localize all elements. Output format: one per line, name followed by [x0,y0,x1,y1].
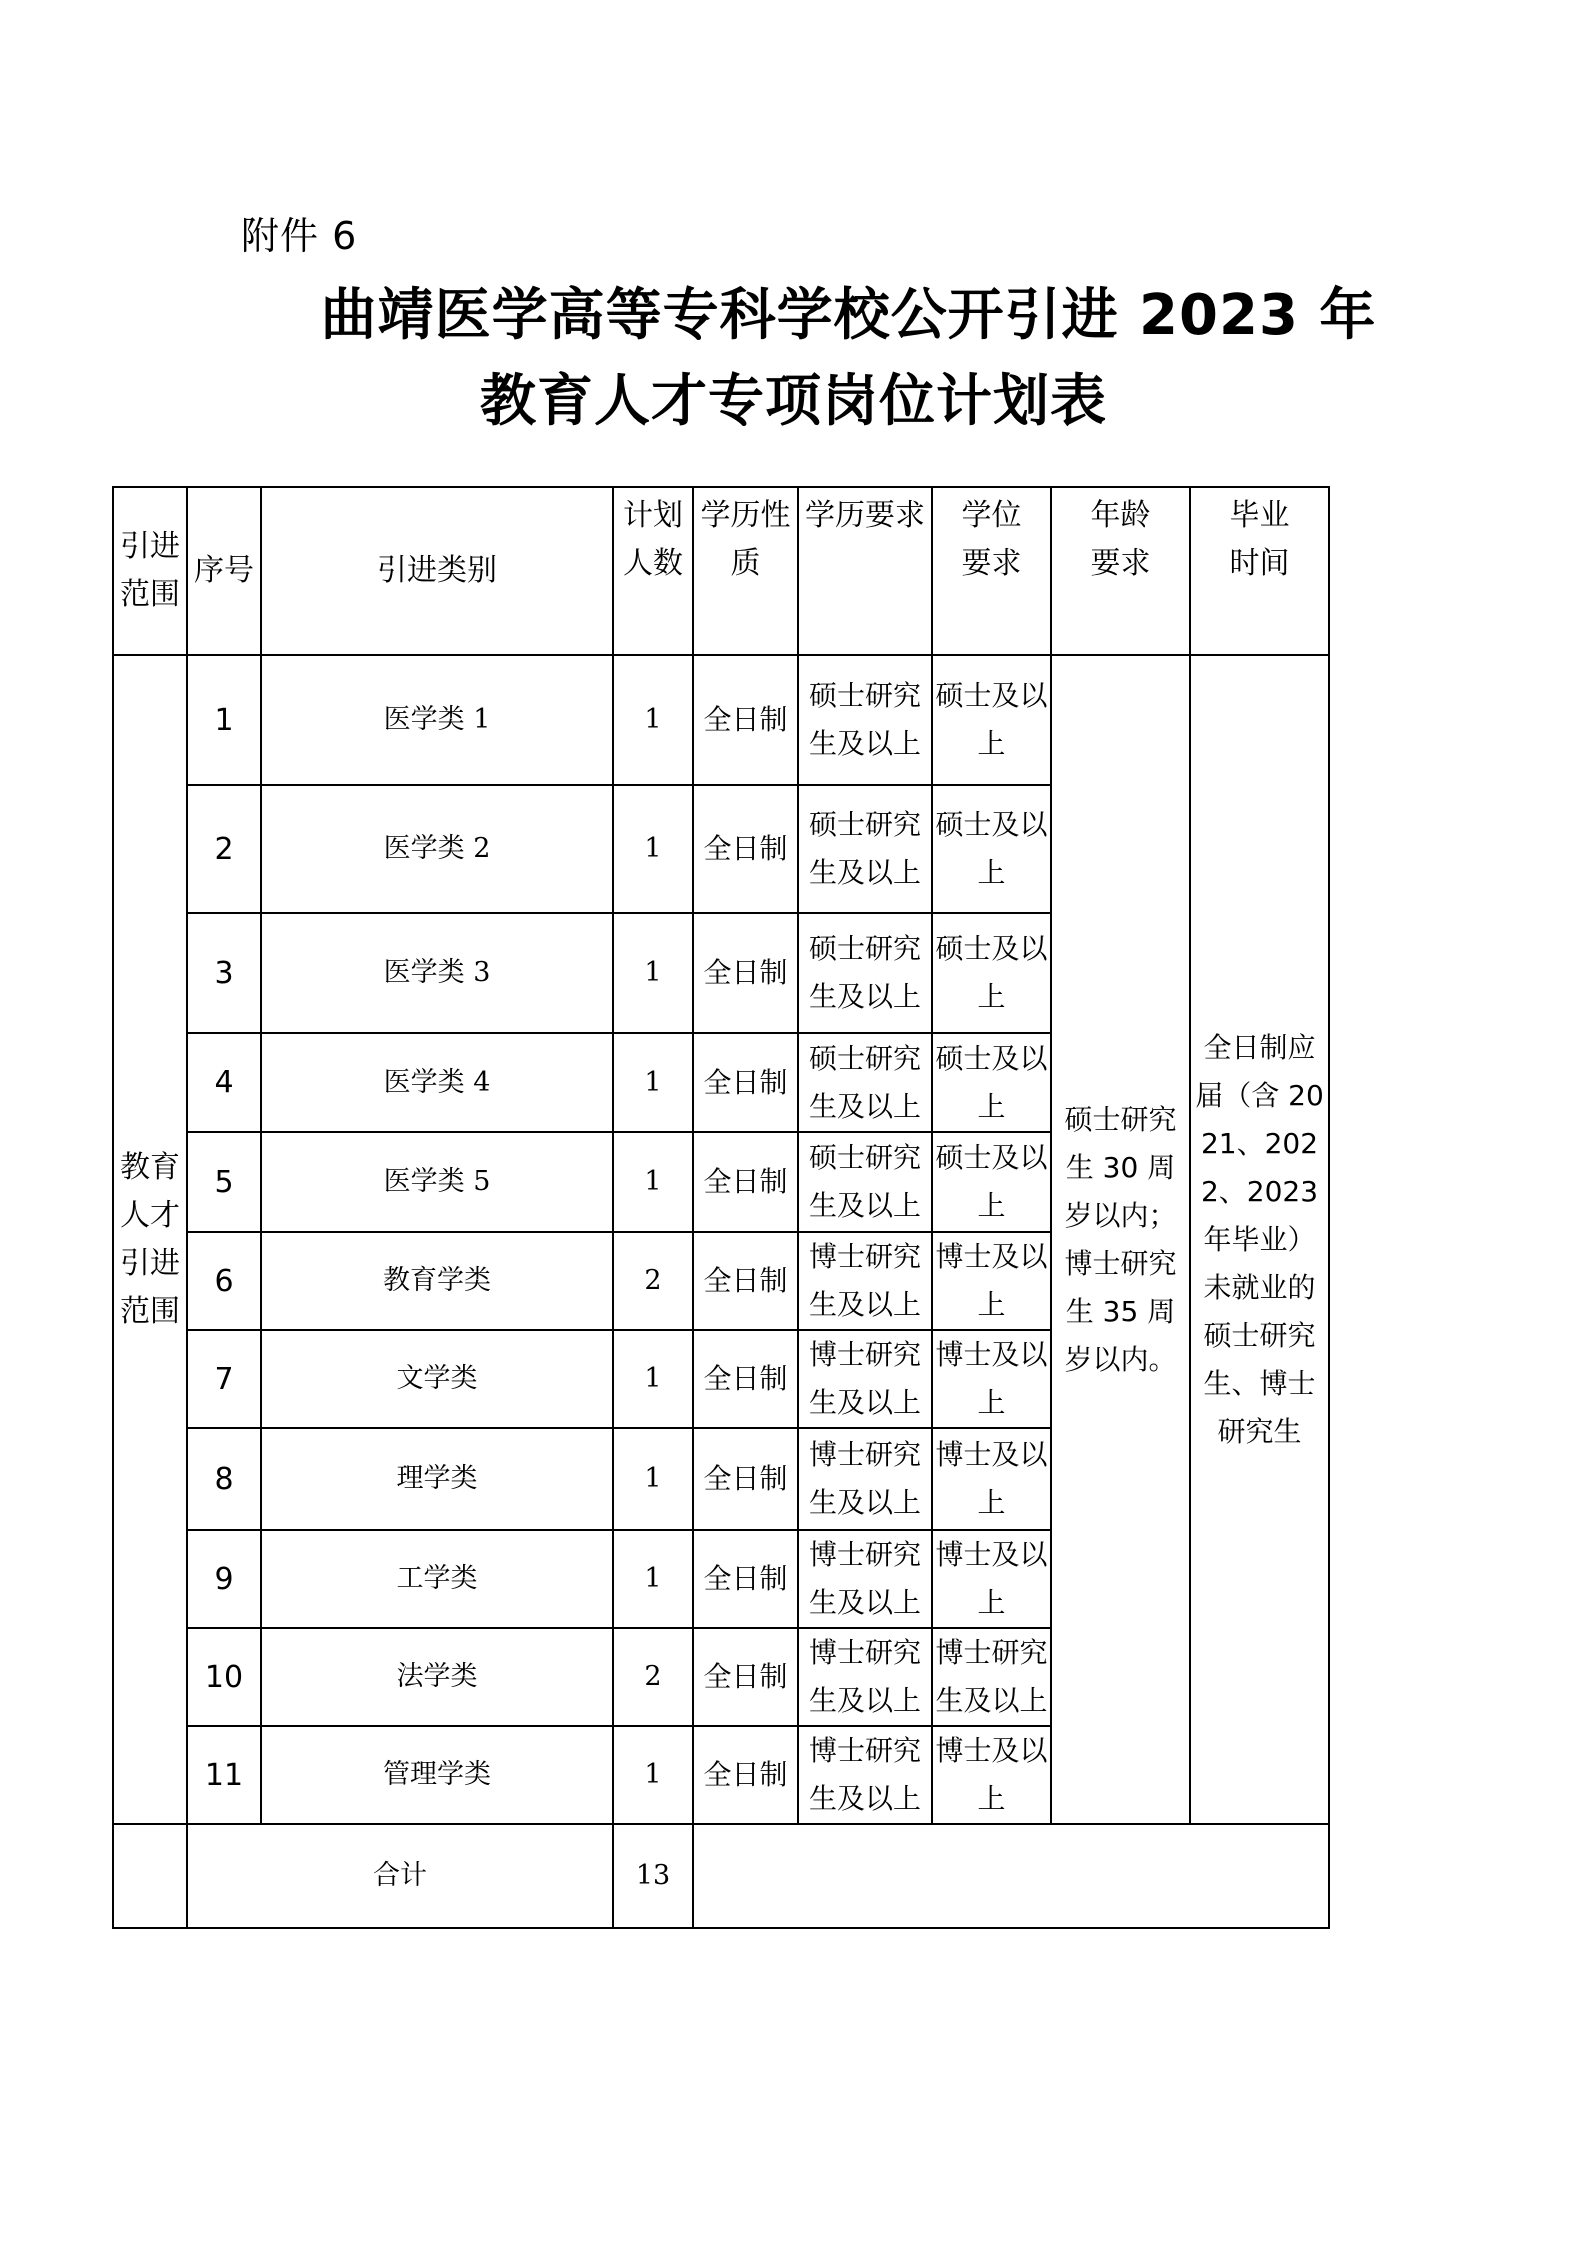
edu-req-cell: 博士研究生及以上 [798,1530,932,1628]
category-cell: 教育学类 [261,1232,613,1330]
edu-req-cell: 硕士研究生及以上 [798,785,932,913]
category-cell: 医学类 1 [261,655,613,785]
degree-req-cell: 硕士及以上 [932,785,1051,913]
edu-req-cell: 硕士研究生及以上 [798,1033,932,1132]
edu-type-cell: 全日制 [693,1628,798,1726]
edu-req-cell: 博士研究生及以上 [798,1330,932,1428]
seq-cell: 5 [187,1132,261,1232]
edu-req-cell: 博士研究生及以上 [798,1232,932,1330]
count-cell: 2 [613,1232,693,1330]
seq-cell: 3 [187,913,261,1033]
edu-type-cell: 全日制 [693,655,798,785]
total-empty-cell [693,1824,1329,1928]
count-cell: 1 [613,1033,693,1132]
category-cell: 文学类 [261,1330,613,1428]
total-row [113,1824,1329,1928]
count-cell: 1 [613,1726,693,1824]
count-cell: 1 [613,1428,693,1530]
category-cell: 管理学类 [261,1726,613,1824]
category-cell: 医学类 4 [261,1033,613,1132]
edu-req-cell: 硕士研究生及以上 [798,1132,932,1232]
total-blank-cell [113,1824,187,1928]
header-grad-time: 毕业时间 [1190,487,1329,655]
header-category: 引进类别 [261,487,613,655]
edu-req-cell: 博士研究生及以上 [798,1428,932,1530]
document-title-line1: 曲靖医学高等专科学校公开引进 2023 年 [320,283,1377,348]
seq-cell: 8 [187,1428,261,1530]
degree-req-cell: 博士及以上 [932,1530,1051,1628]
count-cell: 1 [613,1330,693,1428]
seq-cell: 9 [187,1530,261,1628]
seq-cell: 1 [187,655,261,785]
edu-req-cell: 硕士研究生及以上 [798,913,932,1033]
degree-req-cell: 博士及以上 [932,1726,1051,1824]
header-edu-req: 学历要求 [798,487,932,655]
count-cell: 1 [613,1530,693,1628]
category-cell: 法学类 [261,1628,613,1726]
category-cell: 工学类 [261,1530,613,1628]
edu-type-cell: 全日制 [693,1232,798,1330]
count-cell: 1 [613,1132,693,1232]
document-title-line2: 教育人才专项岗位计划表 [480,369,1107,434]
header-row [113,487,1329,655]
edu-type-cell: 全日制 [693,1330,798,1428]
degree-req-cell: 博士研究生及以上 [932,1628,1051,1726]
edu-type-cell: 全日制 [693,1033,798,1132]
total-value-cell: 13 [613,1824,693,1928]
table-row [113,655,1329,785]
degree-req-cell: 硕士及以上 [932,1132,1051,1232]
seq-cell: 6 [187,1232,261,1330]
count-cell: 1 [613,913,693,1033]
category-cell: 医学类 2 [261,785,613,913]
seq-cell: 2 [187,785,261,913]
edu-req-cell: 博士研究生及以上 [798,1628,932,1726]
header-age-req: 年龄要求 [1051,487,1190,655]
edu-type-cell: 全日制 [693,785,798,913]
count-cell: 1 [613,655,693,785]
category-cell: 医学类 3 [261,913,613,1033]
degree-req-cell: 硕士及以上 [932,655,1051,785]
seq-cell: 11 [187,1726,261,1824]
seq-cell: 4 [187,1033,261,1132]
edu-req-cell: 博士研究生及以上 [798,1726,932,1824]
attachment-label: 附件 6 [241,214,358,258]
category-cell: 理学类 [261,1428,613,1530]
header-scope: 引进范围 [113,487,187,655]
header-edu-type: 学历性质 [693,487,798,655]
header-seq: 序号 [187,487,261,655]
degree-req-cell: 博士及以上 [932,1330,1051,1428]
grad-time-cell: 全日制应届（含 2021、2022、2023 年毕业）未就业的硕士研究生、博士研究生 [1190,655,1329,1824]
degree-req-cell: 博士及以上 [932,1232,1051,1330]
degree-req-cell: 硕士及以上 [932,913,1051,1033]
edu-type-cell: 全日制 [693,1726,798,1824]
degree-req-cell: 博士及以上 [932,1428,1051,1530]
count-cell: 2 [613,1628,693,1726]
degree-req-cell: 硕士及以上 [932,1033,1051,1132]
edu-type-cell: 全日制 [693,1132,798,1232]
edu-type-cell: 全日制 [693,913,798,1033]
seq-cell: 7 [187,1330,261,1428]
age-req-cell: 硕士研究生 30 周岁以内；博士研究生 35 周岁以内。 [1051,655,1190,1824]
header-degree-req: 学位要求 [932,487,1051,655]
edu-type-cell: 全日制 [693,1530,798,1628]
count-cell: 1 [613,785,693,913]
scope-cell: 教育人才引进范围 [113,655,187,1824]
edu-type-cell: 全日制 [693,1428,798,1530]
category-cell: 医学类 5 [261,1132,613,1232]
plan-table [112,486,1330,1929]
header-count: 计划人数 [613,487,693,655]
seq-cell: 10 [187,1628,261,1726]
total-label-cell: 合计 [187,1824,613,1928]
edu-req-cell: 硕士研究生及以上 [798,655,932,785]
